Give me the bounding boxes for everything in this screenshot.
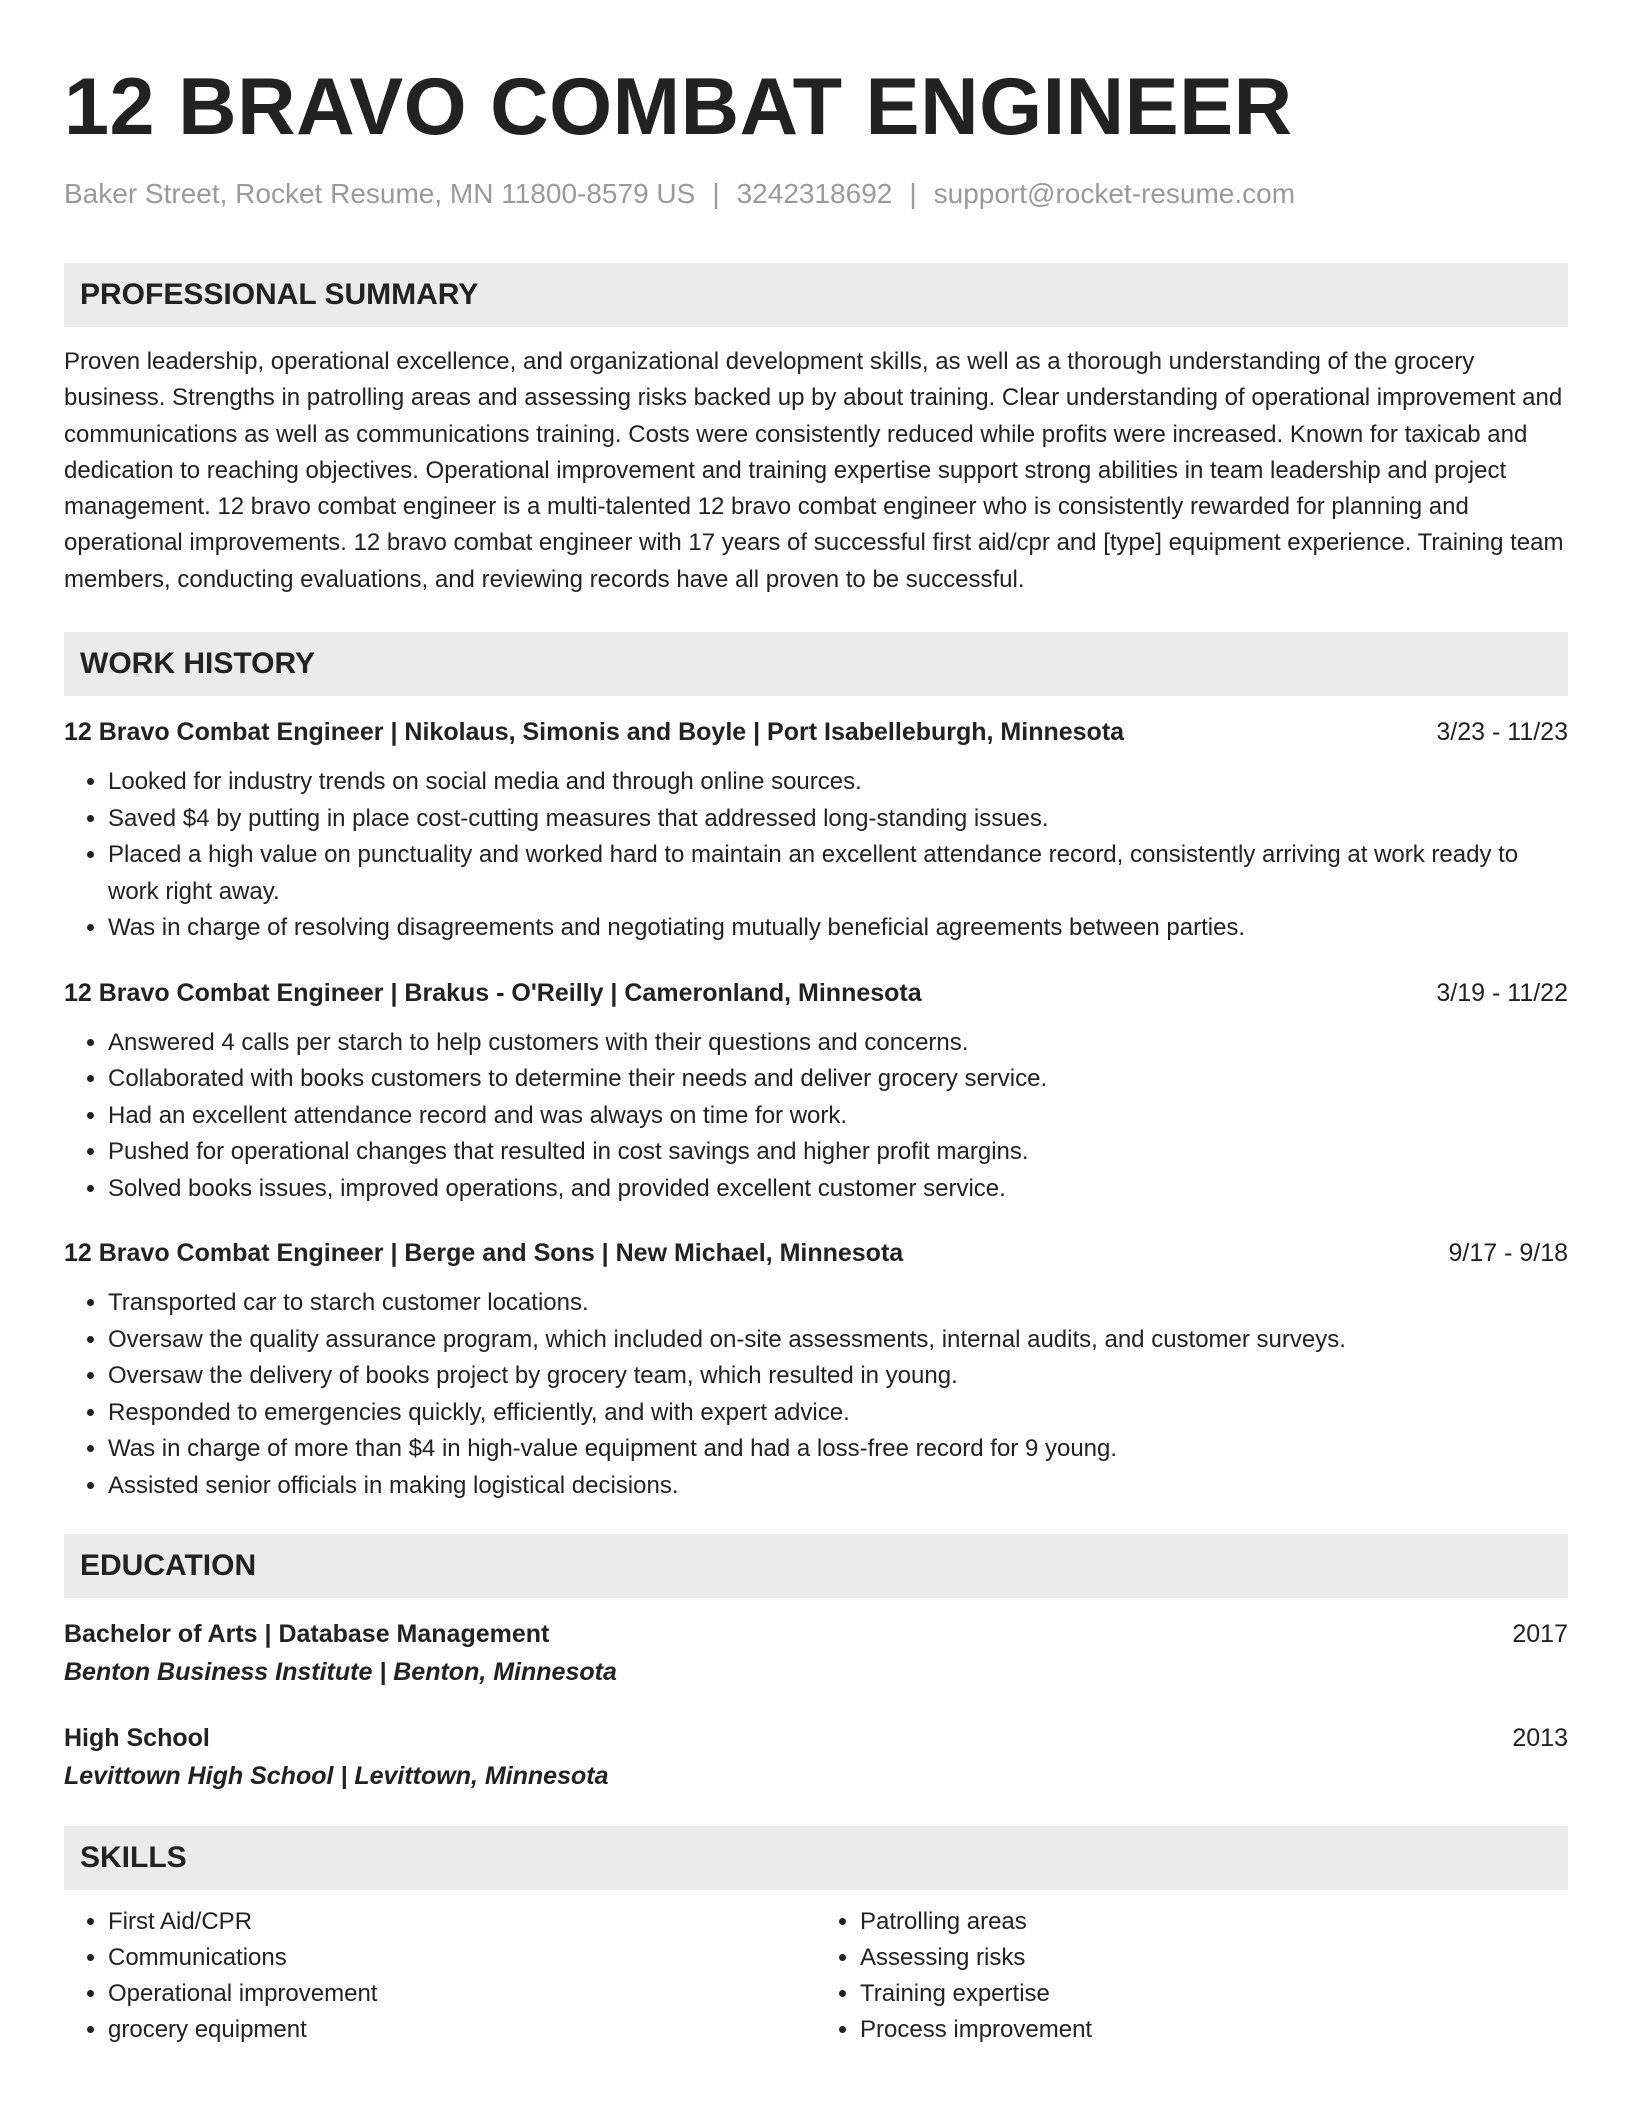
skill-item: • Communications xyxy=(108,1940,816,1976)
skills-column-left xyxy=(64,1904,816,2048)
job-bullet: • Answered 4 calls per starch to help customers with their questions and concerns. xyxy=(108,1025,1568,1062)
job-header xyxy=(64,975,1568,1011)
resume-name: 12 BRAVO COMBAT ENGINEER xyxy=(64,62,1293,152)
job-bullet: • Placed a high value on punctuality and worked hard to maintain an excellent attendance record, consistently arriving at work ready to work right away. xyxy=(108,837,1568,910)
education-degree: Bachelor of Arts | Database Management xyxy=(64,1620,550,1649)
job-title: 12 Bravo Combat Engineer | Brakus - O'Reilly | Cameronland, Minnesota xyxy=(64,978,922,1007)
contact-separator: | xyxy=(909,178,917,209)
job-bullets xyxy=(64,1285,1568,1504)
summary-text: Proven leadership, operational excellence, and organizational development skills, as well as a thorough understanding of the grocery business. Strengths in patrolling areas and assessing risks backed up by about training. Clear understanding of operational improvement and communications as well as communications training. Costs were consistently reduced while profits were increased. Known for taxicab and dedication to reaching objectives. Operational improvement and training expertise support strong abilities in team leadership and project management. 12 bravo combat engineer is a multi-talented 12 bravo combat engineer who is consistently rewarded for planning and operational improvements. 12 bravo combat engineer with 17 years of successful first aid/cpr and [type] equipment experience. Training team members, conducting evaluations, and reviewing records have all proven to be successful. xyxy=(64,348,1564,593)
job-bullet: • Looked for industry trends on social media and through online sources. xyxy=(108,764,1568,801)
contact-line xyxy=(64,176,1568,212)
job-bullet: • Oversaw the delivery of books project by grocery team, which resulted in young. xyxy=(108,1358,1568,1395)
skill-item: • First Aid/CPR xyxy=(108,1904,816,1940)
job-bullet: • Had an excellent attendance record and was always on time for work. xyxy=(108,1098,1568,1135)
skill-item: • Operational improvement xyxy=(108,1976,816,2012)
job-bullet: • Solved books issues, improved operations, and provided excellent customer service. xyxy=(108,1171,1568,1208)
job-bullets xyxy=(64,764,1568,947)
contact-email: support@rocket-resume.com xyxy=(933,178,1296,209)
job-dates: 3/19 - 11/22 xyxy=(1436,978,1568,1007)
job-bullet: • Was in charge of resolving disagreements and negotiating mutually beneficial agreements between parties. xyxy=(108,910,1568,947)
contact-address: Baker Street, Rocket Resume, MN 11800-8579 US xyxy=(64,178,696,209)
job-bullet: • Oversaw the quality assurance program, which included on-site assessments, internal audits, and customer surveys. xyxy=(108,1322,1568,1359)
job-bullet: • Responded to emergencies quickly, efficiently, and with expert advice. xyxy=(108,1395,1568,1432)
education-school: Levittown High School | Levittown, Minnesota xyxy=(64,1762,609,1791)
job-bullet: • Pushed for operational changes that resulted in cost savings and higher profit margins. xyxy=(108,1134,1568,1171)
skill-item: • Training expertise xyxy=(860,1976,1568,2012)
section-heading-summary: PROFESSIONAL SUMMARY xyxy=(64,263,1568,327)
job-entry xyxy=(64,975,1568,1208)
education-year: 2017 xyxy=(1512,1620,1568,1649)
skill-item: • grocery equipment xyxy=(108,2012,816,2048)
job-header xyxy=(64,714,1568,750)
job-bullet: • Transported car to starch customer locations. xyxy=(108,1285,1568,1322)
skill-item: • Assessing risks xyxy=(860,1940,1568,1976)
job-bullet: • Assisted senior officials in making logistical decisions. xyxy=(108,1468,1568,1505)
contact-separator: | xyxy=(712,178,720,209)
job-bullet: • Was in charge of more than $4 in high-value equipment and had a loss-free record for 9 young. xyxy=(108,1431,1568,1468)
education-year: 2013 xyxy=(1512,1724,1568,1753)
skills-column-right xyxy=(816,1904,1568,2048)
job-entry xyxy=(64,1235,1568,1504)
education-school: Benton Business Institute | Benton, Minnesota xyxy=(64,1658,617,1687)
job-bullets xyxy=(64,1025,1568,1208)
job-bullet: • Collaborated with books customers to determine their needs and deliver grocery service. xyxy=(108,1061,1568,1098)
job-title: 12 Bravo Combat Engineer | Berge and Sons | New Michael, Minnesota xyxy=(64,1239,904,1268)
job-dates: 9/17 - 9/18 xyxy=(1448,1239,1568,1268)
contact-phone: 3242318692 xyxy=(736,178,893,209)
job-header xyxy=(64,1235,1568,1271)
skill-item: • Process improvement xyxy=(860,2012,1568,2048)
skills-list xyxy=(64,1904,1568,2048)
section-heading-work-history: WORK HISTORY xyxy=(64,632,1568,696)
education-header xyxy=(64,1616,1568,1652)
job-title: 12 Bravo Combat Engineer | Nikolaus, Simonis and Boyle | Port Isabelleburgh, Minnesota xyxy=(64,718,1125,747)
education-header xyxy=(64,1720,1568,1756)
job-bullet: • Saved $4 by putting in place cost-cutting measures that addressed long-standing issues. xyxy=(108,801,1568,838)
section-heading-skills: SKILLS xyxy=(64,1826,1568,1890)
job-entry xyxy=(64,714,1568,947)
section-heading-education: EDUCATION xyxy=(64,1534,1568,1598)
skill-item: • Patrolling areas xyxy=(860,1904,1568,1940)
job-dates: 3/23 - 11/23 xyxy=(1436,718,1568,747)
education-entry xyxy=(64,1720,1568,1796)
education-degree: High School xyxy=(64,1724,210,1753)
education-entry xyxy=(64,1616,1568,1692)
